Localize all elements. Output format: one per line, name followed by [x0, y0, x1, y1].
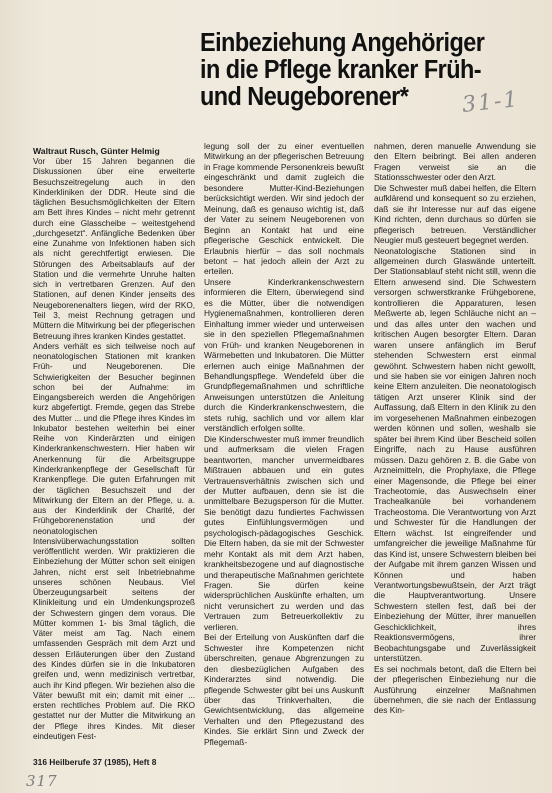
paragraph: Es sei nochmals betont, daß die Eltern bei der pflegerischen Einbeziehung nur die Ausführung einzelner Maßnahmen übernehmen, die sie nach der Entlassung des Kin- [374, 663, 536, 716]
paragraph: nahmen, deren manuelle Anwendung sie den Eltern beibringt. Bei allen anderen Fragen verweist sie an die Stationsschwester oder den Arzt. [374, 141, 536, 183]
page-footer: 316 Heilberufe 37 (1985), Heft 8 [33, 757, 157, 767]
paragraph: Die Schwester muß dabei helfen, die Eltern aufklärend und konsequent so zu erziehen, daß sie ihr Interesse nur auf das eigene Kind richten, denn durchaus so dürfen sie pflegerisch betreuen. Verständlicher Neugier muß gesteuert begegnet werden. [374, 182, 536, 246]
title-line: und Neugeborener* [200, 83, 409, 111]
handwritten-note: 31-1 [460, 87, 521, 118]
text-column-3 [374, 141, 536, 716]
paragraph: Die Kinderschwester muß immer freundlich und aufmerksam die vielen Fragen beantworten, mancher unvermeidbares Mißtrauen abbauen und ein gutes Vertrauensverhältnis zwischen sich und der Mutter aufbauen, denn sie ist die unmittelbare Bezugsperson für die Mutter. Sie benötigt dazu fundiertes Fachwissen gutes Einfühlungsvermögen und psychologisch-pädagogisches Geschick. Die Eltern haben, da sie mit der Schwester mehr Kontakt als mit dem Arzt haben, krankheitsbezogene und auf diagnostische und therapeutische Maßnahmen gerichtete Fragen. Sie dürfen keine widersprüchlichen Auskünfte erhalten, um nicht verunsichert zu werden und das Vertrauen zum Betreuerkollektiv zu verlieren. [204, 433, 364, 632]
text-column-2 [204, 141, 364, 747]
paragraph: Bei der Erteilung von Auskünften darf die Schwester ihre Kompetenzen nicht überschreiten, genaue Abgrenzungen zu den diesbezüglichen Aufgaben des Kinderarztes sind notwendig. Die pflegende Schwester gibt bei uns Auskunft über das Trinkverhalten, die Gewichtsentwicklung, das allgemeine Verhalten und den Pflegezustand des Kindes. Sie erklärt Sinn und Zweck der Pflegemaß- [204, 632, 364, 747]
paragraph: Unsere Kinderkrankenschwestern informieren die Eltern, überwiegend sind es die Mütter, über die notwendigen Hygienemaßnahmen, kontrollieren deren Einhaltung immer wieder und unterweisen sie in den speziellen Pflegemaßnahmen von Früh- und kranken Neugeborenen in Wärmebetten und Inkubatoren. Die Mütter erlernen auch einige Maßnahmen der Behandlungspflege. Wendefeld über die Grundpflegemaßnahmen und schriftliche Anweisungen unterstützen die Anleitung durch die Kinderkrankenschwestern, die stets ruhig, sachlich und vor allem klar verständlich erfolgen sollte. [204, 276, 364, 434]
title-line: Einbeziehung Angehöriger [200, 29, 485, 57]
paragraph: legung soll der zu einer eventuellen Mitwirkung an der pflegerischen Betreuung in Frage kommende Personenkreis bewußt eingeschränkt und damit zugleich die besondere Mutter-Kind-Beziehungen berücksichtigt werden. Wir sind jedoch der Meinung, daß es genauso wichtig ist, daß der Vater zu seinem Neugeborenen von Beginn an Kontakt hat und eine pflegerische Geschick entwickelt. Die Erlaubnis hierfür – das soll nochmals betont – hat jedoch allein der Arzt zu erteilen. [204, 141, 364, 277]
text-column-1 [33, 157, 195, 742]
paragraph: Vor über 15 Jahren begannen die Diskussionen über eine erweiterte Besuchszeitregelung auch in den Kinderkliniken der DDR. Heute sind die täglichen Besuchsmöglichkeiten der Eltern am Bett ihres Kindes – nicht mehr getrennt durch eine Glasscheibe – weitestgehend „durchgesetzt“. Anfängliche Bedenken über eine Zunahme von Infektionen haben sich als nicht gerechtfertigt erwiesen. Die Störungen des Arbeitsablaufs auf der Station und die vermehrte Unruhe halten sich in vertretbaren Grenzen. Auf den Stationen, auf denen Kinder jenseits des Neugeborenenalters liegen, wird der RKO, Teil 3, meist Rechnung getragen und Müttern die Mitwirkung bei der pflegerischen Betreuung ihres kranken Kindes gestattet. [33, 157, 195, 341]
paragraph: Neonatologische Stationen sind in allgemeinen durch Glaswände unterteilt. Der Stationsablauf steht nicht still, wenn die Eltern anwesend sind. Die Schwestern versorgen schwerstkranke Frühgeborene, kontrollieren die Apparaturen, lesen Meßwerte ab, legen Schläuche nicht an – und das alles unter den wachen und kritischen Augen besorgter Eltern. Daran waren unsere anfänglich im Beruf stehenden Schwestern erst einmal gewöhnt. Schwestern haben nicht gewollt, und sie haben sie vor einigen Jahren noch keine Eltern anzuleiten. Die neonatologisch tätigen Arzt unserer Klinik sind der Auffassung, daß Eltern in den Klinik zu den im vorgesehenen Maßnahmen einbezogen werden können und sollen, weshalb sie später bei ihrem Kind über Bescheid sollen Eingriffe, nach zu Hause ausführen müssen. Dazu gehören z. B. die Gabe von Arzneimitteln, die Prophylaxe, die Pflege einer Magensonde, die Pflege bei einer Tracheotomie, das Auswechseln einer Trachealkanüle bei vorhandenem Tracheostoma. Die Verantwortung von Arzt und Schwester für die Handlungen der Eltern wächst. Ist eingreifender und umfangreicher die jeweilige Maßnahme für das Kind ist, unsere Schwestern bleiben bei der Aufgabe mit ihrem ganzen Wissen und Können und haben Verantwortungsbewußtsein, der Arzt trägt die Hauptverantwortung. Unsere Schwestern stellen fest, daß bei der Einbeziehung der Mütter, ihrer manuellen Geschicklichkeit, ihres Reaktionsvermögens, ihrer Beobachtungsgabe und Zuverlässigkeit unterstützen. [374, 245, 536, 664]
handwritten-page-number: 317 [26, 772, 58, 790]
article-authors: Waltraut Rusch, Günter Helmig [33, 146, 160, 156]
paragraph: Anders verhält es sich teilweise noch auf neonatologischen Stationen mit kranken Früh- und Neugeborenen. Die Schwierigkeiten der Besucher beginnen schon bei der Aufnahme: im Eingangsbereich werden die Angehörigen kurz abgefertigt. Fremde, gegen das Strebe des Mutter ... und die Pflege ihres Kindes im Inkubator bestehen weiterhin bei einer Reihe von Kinderärzten und einigen Kinderkrankenschwestern. Hier haben wir Anerkennung für die Arbeitsgruppe Kinderkrankenpflege der Gesellschaft für Krankenpflege. Die guten Erfahrungen mit der täglichen Besuchszeit und der Mitwirkung der Eltern an der Pflege, u. a. aus der Kinderklinik der Charité, der Frühgeborenenstation und der neonatologischen Intensivüberwachungsstation sollten veröffentlicht werden. Wir praktizieren die Einbeziehung der Mütter schon seit einigen Jahren, nicht erst seit Inbetriebnahme unseres schönen Neubaus. Viel Überzeugungsarbeit seitens der Klinikleitung und ein Umdenkungsprozeß der Schwestern gingen dem voraus. Die Mütter kommen 1- bis 3mal täglich, die Väter meist am Tag. Nach einem umfassenden Gespräch mit dem Arzt und dessen Erläuterungen über den Zustand des Kindes dürfen sie in die Inkubatoren greifen und, wenn medizinisch vertretbar, auch ihr Kind pflegen. Wir beziehen also die Väter bewußt mit ein; damit mit einer ... ersten rechtliches Problem auf. Die RKO gestattet nur der Mutter die Mitwirkung an der Pflege ihres Kindes. Mit dieser eindeutigen Fest- [33, 341, 195, 741]
title-line: in die Pflege kranker Früh- [200, 56, 482, 84]
